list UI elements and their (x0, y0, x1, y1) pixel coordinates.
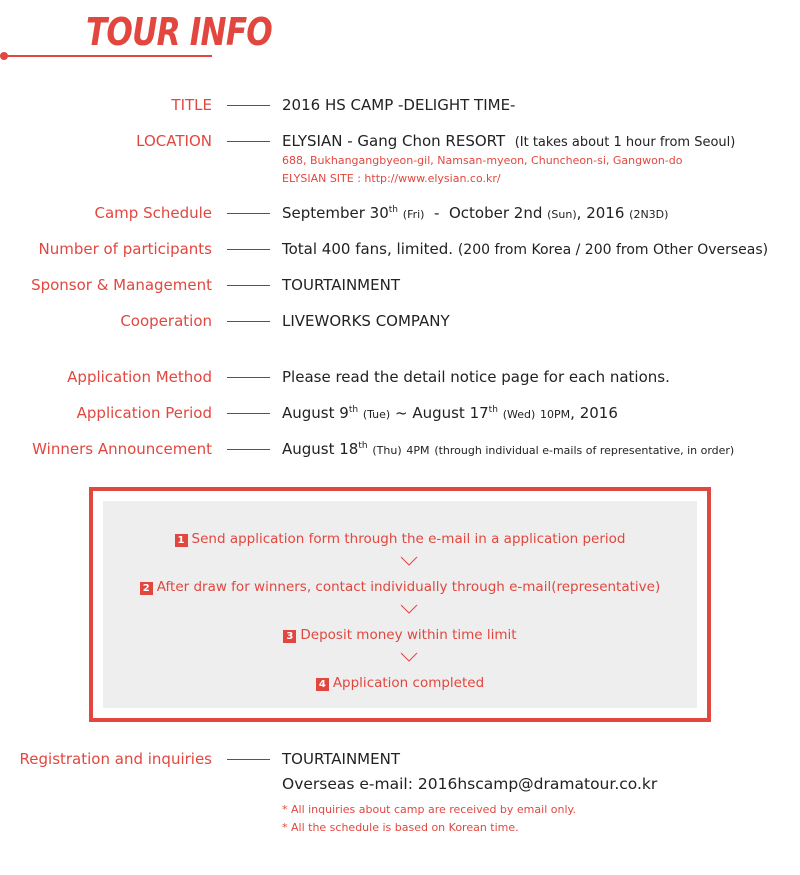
period-end-day: (Wed) (502, 408, 536, 421)
period-end: August 17 (412, 404, 489, 422)
title-underline (4, 55, 212, 57)
row-label: Registration and inquiries (19, 750, 212, 768)
registration-company: TOURTAINMENT (282, 750, 400, 768)
registration-note-2: * All the schedule is based on Korean time. (282, 821, 519, 834)
step-text: After draw for winners, contact individually through e-mail(representative) (156, 579, 661, 595)
row-label: TITLE (171, 96, 212, 114)
process-step-1 (103, 531, 697, 547)
row-label: Winners Announcement (32, 440, 212, 458)
schedule-start-day: (Fri) (402, 208, 425, 221)
schedule-duration: (2N3D) (629, 208, 669, 221)
application-process-panel (103, 501, 697, 708)
chevron-down-icon (400, 556, 418, 566)
registration-note-1: * All inquiries about camp are received by email only. (282, 803, 576, 816)
winners-note: (through individual e-mails of representative, in order) (434, 444, 735, 457)
row-label: Cooperation (120, 312, 212, 330)
row-value: Please read the detail notice page for each nations. (282, 368, 670, 386)
row-connector (227, 759, 270, 760)
schedule-start-sup: th (388, 205, 398, 215)
winners-date-sup: th (358, 441, 368, 451)
step-text: Deposit money within time limit (300, 627, 517, 643)
row-value (282, 440, 734, 458)
registration-email[interactable]: Overseas e-mail: 2016hscamp@dramatour.co.kr (282, 775, 658, 793)
row-value: 2016 HS CAMP -DELIGHT TIME- (282, 96, 516, 114)
row-connector (227, 285, 270, 286)
process-step-3 (103, 627, 697, 643)
period-year: , 2016 (570, 404, 618, 422)
schedule-end-day: (Sun) (547, 208, 577, 221)
row-value (282, 404, 618, 422)
row-value: TOURTAINMENT (282, 276, 400, 294)
row-connector (227, 449, 270, 450)
chevron-down-icon (400, 652, 418, 662)
row-label: Number of participants (38, 240, 212, 258)
schedule-separator: - (424, 204, 449, 222)
participants-value: Total 400 fans, limited. (282, 240, 454, 258)
period-separator: ~ (390, 404, 413, 422)
location-site-link[interactable]: ELYSIAN SITE : http://www.elysian.co.kr/ (282, 172, 501, 185)
application-process-box (89, 487, 711, 722)
page-title: TOUR INFO (86, 10, 272, 54)
row-connector (227, 249, 270, 250)
row-label: Camp Schedule (94, 204, 212, 222)
step-number-badge: 2 (140, 582, 153, 595)
participants-note: (200 from Korea / 200 from Other Overseas) (457, 242, 769, 258)
row-value: LIVEWORKS COMPANY (282, 312, 450, 330)
period-end-sup: th (488, 405, 498, 415)
period-start: August 9 (282, 404, 349, 422)
step-number-badge: 4 (316, 678, 329, 691)
row-connector (227, 321, 270, 322)
step-text: Send application form through the e-mail in a application period (191, 531, 626, 547)
location-address: 688, Bukhangangbyeon-gil, Namsan-myeon, Chuncheon-si, Gangwon-do (282, 154, 683, 167)
period-start-sup: th (348, 405, 359, 415)
step-number-badge: 3 (283, 630, 296, 643)
location-name: ELYSIAN - Gang Chon RESORT (282, 132, 506, 150)
schedule-start: September 30 (282, 204, 389, 222)
winners-day: (Thu) (372, 444, 402, 457)
row-connector (227, 213, 270, 214)
step-number-badge: 1 (175, 534, 188, 547)
row-value (282, 240, 768, 258)
winners-time: 4PM (406, 444, 430, 457)
process-step-4 (103, 675, 697, 691)
schedule-end: October 2nd (448, 204, 543, 222)
row-label: LOCATION (136, 132, 212, 150)
chevron-down-icon (400, 604, 418, 614)
location-note: (It takes about 1 hour from Seoul) (514, 135, 736, 150)
row-label: Application Period (76, 404, 212, 422)
period-start-day: (Tue) (362, 408, 391, 421)
schedule-year: , 2016 (576, 204, 625, 222)
row-connector (227, 413, 270, 414)
row-value (282, 132, 735, 150)
winners-date: August 18 (282, 440, 359, 458)
row-label: Application Method (67, 368, 212, 386)
row-label: Sponsor & Management (31, 276, 212, 294)
step-text: Application completed (332, 675, 485, 691)
row-connector (227, 105, 270, 106)
process-step-2 (103, 579, 697, 595)
row-connector (227, 377, 270, 378)
period-end-time: 10PM (540, 408, 571, 421)
row-value (282, 204, 668, 222)
row-connector (227, 141, 270, 142)
